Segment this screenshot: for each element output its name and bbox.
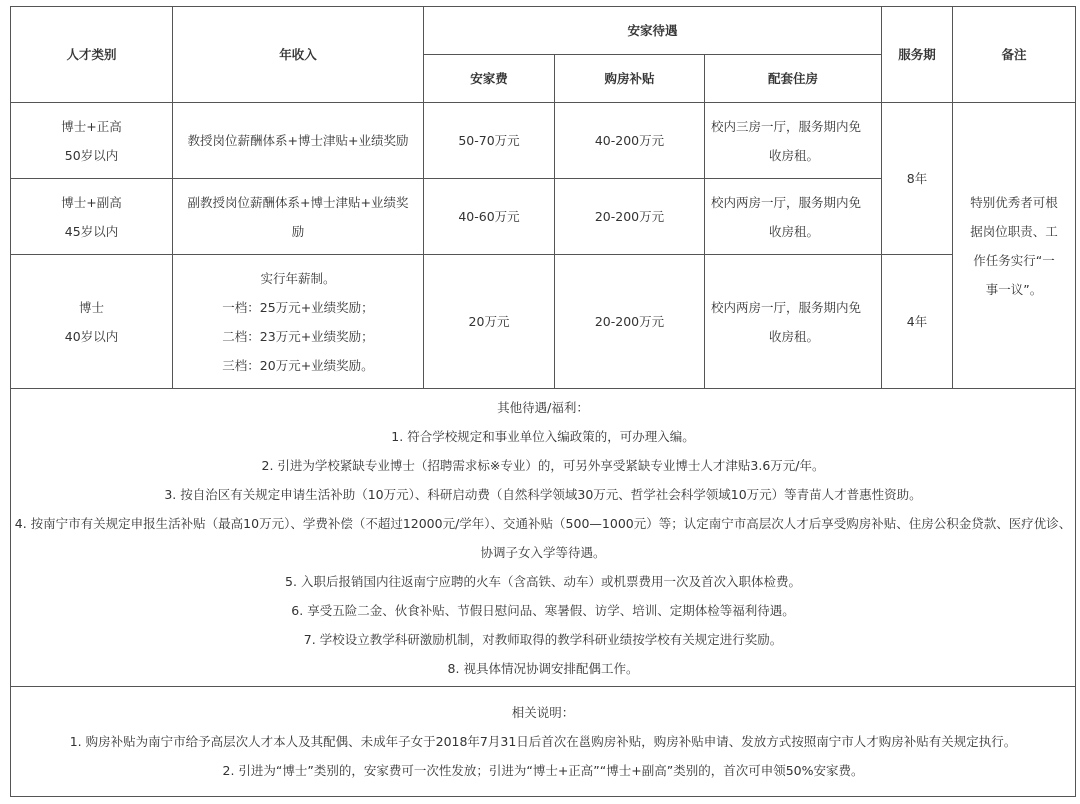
income-line: 三档：20万元+业绩奖励。 xyxy=(222,357,374,373)
category-title: 博士+副高 xyxy=(61,194,122,210)
housing-line: 收房租。 xyxy=(769,328,820,344)
header-housing: 配套住房 xyxy=(705,55,882,103)
housing-line: 收房租。 xyxy=(769,147,820,163)
category-title: 博士 xyxy=(78,299,104,315)
income-line: 实行年薪制。 xyxy=(260,270,336,286)
benefits-item: 5. 入职后报销国内往返南宁应聘的火车（含高铁、动车）或机票费用一次及首次入职体检费。 xyxy=(285,573,801,589)
category-title: 博士+正高 xyxy=(61,118,122,134)
settle-fee-cell: 20万元 xyxy=(424,255,555,389)
benefits-item: 2. 引进为学校紧缺专业博士（招聘需求标※专业）的，可另外享受紧缺专业博士人才津贴3.6万元/年。 xyxy=(261,457,825,473)
remark-line: 据岗位职责、工 xyxy=(970,223,1058,239)
talent-benefits-table xyxy=(10,6,1076,797)
service-period-cell: 8年 xyxy=(882,103,953,255)
housing-cell xyxy=(705,179,882,255)
remark-line: 特别优秀者可根 xyxy=(970,194,1058,210)
table-row xyxy=(11,103,1076,179)
benefits-title: 其他待遇/福利： xyxy=(497,399,589,415)
housing-line: 收房租。 xyxy=(769,223,820,239)
benefits-item: 8. 视具体情况协调安排配偶工作。 xyxy=(447,660,639,676)
notes-cell xyxy=(11,687,1076,797)
income-cell xyxy=(173,255,424,389)
benefits-cell xyxy=(11,389,1076,687)
header-remark: 备注 xyxy=(953,7,1076,103)
benefits-item: 1. 符合学校规定和事业单位入编政策的，可办理入编。 xyxy=(391,428,695,444)
income-cell xyxy=(173,103,424,179)
income-line: 二档：23万元+业绩奖励； xyxy=(222,328,374,344)
settle-fee-cell: 40-60万元 xyxy=(424,179,555,255)
housing-line: 校内两房一厅，服务期内免 xyxy=(711,299,862,315)
remark-line: 事一议”。 xyxy=(985,281,1043,297)
notes-section xyxy=(11,687,1076,797)
housing-line: 校内两房一厅，服务期内免 xyxy=(711,194,862,210)
benefits-section xyxy=(11,389,1076,687)
category-age: 40岁以内 xyxy=(64,328,119,344)
service-period-cell: 4年 xyxy=(882,255,953,389)
header-settle-group: 安家待遇 xyxy=(424,7,882,55)
benefits-item: 7. 学校设立教学科研激励机制，对教师取得的教学科研业绩按学校有关规定进行奖励。 xyxy=(303,631,783,647)
category-cell xyxy=(11,179,173,255)
category-cell xyxy=(11,103,173,179)
housing-line: 校内三房一厅，服务期内免 xyxy=(711,118,862,134)
notes-item: 2. 引进为“博士”类别的，安家费可一次性发放；引进为“博士+正高”“博士+副高”类别的，首次可申领50%安家费。 xyxy=(222,763,864,778)
remark-cell xyxy=(953,103,1076,389)
income-cell xyxy=(173,179,424,255)
remark-line: 作任务实行“一 xyxy=(973,252,1055,268)
housing-subsidy-cell: 40-200万元 xyxy=(555,103,705,179)
category-cell xyxy=(11,255,173,389)
housing-subsidy-cell: 20-200万元 xyxy=(555,255,705,389)
header-category: 人才类别 xyxy=(11,7,173,103)
housing-cell xyxy=(705,103,882,179)
table-row xyxy=(11,255,1076,389)
benefits-item: 4. 按南宁市有关规定申报生活补贴（最高10万元）、学费补偿（不超过12000元/学年）、交通补贴（500—1000元）等；认定南宁市高层次人才后享受购房补贴、住房公积金贷款、医疗优诊、协调子女入学等待遇。 xyxy=(14,515,1072,560)
income-line: 一档：25万元+业绩奖励； xyxy=(222,299,374,315)
benefits-item: 3. 按自治区有关规定申请生活补助（10万元）、科研启动费（自然科学领域30万元、哲学社会科学领域10万元）等青苗人才普惠性资助。 xyxy=(164,486,922,502)
category-age: 45岁以内 xyxy=(64,223,119,239)
benefits-item: 6. 享受五险二金、伙食补贴、节假日慰问品、寒暑假、访学、培训、定期体检等福利待遇。 xyxy=(291,602,795,618)
header-service: 服务期 xyxy=(882,7,953,103)
header-housing-subsidy: 购房补贴 xyxy=(555,55,705,103)
income-line: 励 xyxy=(291,223,305,239)
category-age: 50岁以内 xyxy=(64,147,119,163)
income-line: 副教授岗位薪酬体系+博士津贴+业绩奖 xyxy=(187,194,409,210)
income-line: 教授岗位薪酬体系+博士津贴+业绩奖励 xyxy=(187,133,409,148)
header-settle-fee: 安家费 xyxy=(424,55,555,103)
housing-cell xyxy=(705,255,882,389)
header-income: 年收入 xyxy=(173,7,424,103)
notes-item: 1. 购房补贴为南宁市给予高层次人才本人及其配偶、未成年子女于2018年7月31日后首次在邕购房补贴，购房补贴申请、发放方式按照南宁市人才购房补贴有关规定执行。 xyxy=(69,734,1017,749)
notes-title: 相关说明： xyxy=(511,705,575,720)
settle-fee-cell: 50-70万元 xyxy=(424,103,555,179)
housing-subsidy-cell: 20-200万元 xyxy=(555,179,705,255)
